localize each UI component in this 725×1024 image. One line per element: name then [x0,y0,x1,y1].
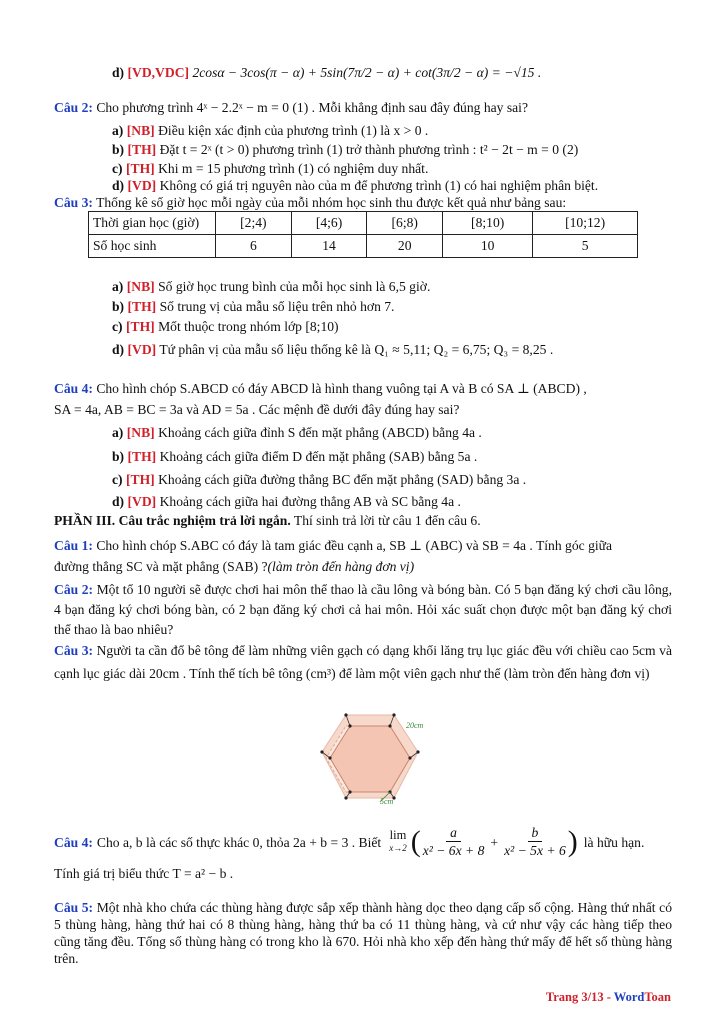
fraction-2 [504,825,566,860]
q2-option-b [112,141,578,158]
level-tag: [TH] [127,449,157,464]
level-tag: [TH] [125,319,155,334]
numerator: a [446,825,461,842]
limit-subscript: x→2 [389,843,407,853]
right-paren: ) [567,825,578,858]
question-text: Cho phương trình 4ˣ − 2.2ˣ − m = 0 (1) . Mỗi khẳng định sau đây đúng hay sai? [96,100,528,115]
q4-option-d [112,493,461,510]
level-tag: [NB] [126,425,155,440]
question-title: Câu 2: [54,100,93,115]
option-label: c) [112,319,123,334]
table-cell: 20 [367,235,443,258]
question-text: Một nhà kho chứa các thùng hàng được sắp xếp thành hàng dọc theo dạng cấp số cộng. Hàng thứ nhất có 5 thùng hàng, hàng thứ hai có 8 thùng hàng, hàng thứ ba có 11 thùng hàng, và cứ như vậy các hàng tiếp theo cũng tăng đều. Tổng số thùng hàng có trong kho là 670. Hỏi nhà kho xếp đến hàng thứ mấy để hết số thùng hàng trên. [54,900,672,966]
table-header-cell: Số học sinh [89,235,216,258]
left-paren: ( [410,825,421,858]
level-tag: [TH] [127,299,157,314]
table-cell: 6 [216,235,292,258]
part-3-heading [54,512,481,529]
option-label: a) [112,279,124,294]
question-text: Người ta cần đổ bê tông để làm những viên gạch có dạng khối lăng trụ lục giác đều với chiều cao 5cm và cạnh lục giác dài 20cm . Tính thể tích bê tông (cm³) để làm một viên gạch như thế (làm tròn đến hàng đơn vị) [54,643,672,681]
short-question-4-line2: Tính giá trị biểu thức T = a² − b . [54,866,234,881]
option-label: a) [112,123,124,138]
level-tag: [NB] [126,123,155,138]
part-instruction: Thí sinh trả lời từ câu 1 đến câu 6. [290,513,481,528]
level-tag: [TH] [125,472,155,487]
short-question-2 [54,580,672,640]
level-tag: [TH] [127,142,157,157]
table-cell: [8;10) [443,212,533,235]
table-cell: 5 [533,235,638,258]
rounding-note: (làm tròn đến hàng đơn vị) [267,559,415,574]
table-cell: 10 [443,235,533,258]
table-cell: [6;8) [367,212,443,235]
option-label: b) [112,449,125,464]
table-row [89,235,638,258]
option-label: c) [112,472,123,487]
level-tag: [NB] [126,279,155,294]
table-cell: [10;12) [533,212,638,235]
q4-option-a [112,424,482,441]
fraction-1 [423,825,485,860]
question-text: Cho hình chóp S.ABC có đáy là tam giác đều cạnh a, SB ⊥ (ABC) và SB = 4a . Tính góc giữa [96,538,613,553]
item-1d [112,64,541,81]
level-tag: [VD] [127,342,157,357]
option-text: Khoảng cách giữa đường thẳng BC đến mặt phẳng (SAD) bằng 3a . [158,472,527,487]
q4-option-b [112,448,477,465]
question-3-stem [54,194,566,211]
q3-option-a [112,278,430,295]
question-text: Cho hình chóp S.ABCD có đáy ABCD là hình thang vuông tại A và B có SA ⊥ (ABCD) , [96,381,587,396]
question-title: Câu 3: [54,195,93,210]
option-text: Khoảng cách giữa điểm D đến mặt phẳng (SAB) bằng 5a . [159,449,478,464]
level-tag: [VD] [127,178,157,193]
short-question-1 [54,537,612,554]
question-title: Câu 3: [54,643,94,658]
equation: 2cosα − 3cos(π − α) + 5sin(7π/2 − α) + cot(3π/2 − α) = −√15 . [192,65,542,80]
question-title: Câu 2: [54,582,94,597]
short-question-1-line2 [54,558,414,575]
option-text: Không có giá trị nguyên nào của m để phương trình (1) có hai nghiệm phân biệt. [159,178,599,193]
question-title: Câu 5: [54,900,94,915]
question-title: Câu 1: [54,538,93,553]
option-label: b) [112,142,125,157]
question-title: Câu 4: [54,834,93,850]
q2-option-c [112,160,428,177]
option-label: d) [112,342,125,357]
short-question-3 [54,639,672,685]
denominator: x² − 5x + 6 [504,842,566,858]
option-text: Đặt t = 2ˣ (t > 0) phương trình (1) trở thành phương trình : t² − 2t − m = 0 (2) [159,142,579,157]
option-label: c) [112,161,123,176]
limit-operator [389,829,407,855]
question-text: Cho a, b là các số thực khác 0, thỏa 2a + b = 3 . Biết [96,834,382,850]
table-cell: [4;6) [291,212,367,235]
option-label: d) [112,494,125,509]
numerator: b [528,825,543,842]
question-text: Thống kê số giờ học mỗi ngày của mỗi nhóm học sinh thu được kết quả như bảng sau: [96,195,567,210]
question-4-stem [54,380,587,397]
limit-word: lim [389,828,407,842]
option-text: Số trung vị của mẫu số liệu trên nhỏ hơn 7. [159,299,395,314]
q2-option-a [112,122,428,139]
part-title: PHẦN III. Câu trắc nghiệm trả lời ngắn. [54,513,291,528]
statistics-table [88,211,638,258]
side-length-label: 20cm [406,721,424,730]
table-row [89,212,638,235]
level-tag: [VD] [127,494,157,509]
q3-option-b [112,298,394,315]
option-label: b) [112,299,125,314]
table-cell: [2;4) [216,212,292,235]
question-4-stem-line2: SA = 4a, AB = BC = 3a và AD = 5a . Các mệnh đề dưới đây đúng hay sai? [54,402,460,417]
question-2-stem [54,99,528,116]
q4-option-c [112,471,526,488]
q3-option-c [112,318,339,335]
brand-toan: Toan [644,990,671,1004]
table-header-cell: Thời gian học (giờ) [89,212,216,235]
option-text: Khoảng cách giữa hai đường thẳng AB và SC bằng 4a . [159,494,461,509]
option-text: Khi m = 15 phương trình (1) có nghiệm duy nhất. [158,161,429,176]
hexagonal-prism-figure [300,712,440,812]
height-label: 5cm [380,797,394,806]
level-tag: [TH] [125,161,155,176]
level-tag: [VD,VDC] [127,65,190,80]
short-question-4 [54,822,644,862]
option-label: d) [112,178,125,193]
question-text: Một tổ 10 người sẽ được chơi hai môn thể thao là cầu lông và bóng bàn. Có 5 bạn đăng ký chơi cầu lông, 4 bạn đăng ký chơi bóng bàn, có 2 bạn đăng ký chơi cả hai môn. Hỏi xác suất chọn được một bạn đăng ký chơi thể thao là bao nhiêu? [54,582,672,637]
page-number: Trang 3/13 - [545,990,614,1004]
page-footer [546,990,671,1005]
brand-word: Word [613,990,645,1004]
plus-sign: + [490,834,499,850]
denominator: x² − 6x + 8 [422,842,485,858]
question-text: đường thẳng SC và mặt phẳng (SAB) ? [54,559,268,574]
option-text: Điều kiện xác định của phương trình (1) là x > 0 . [158,123,429,138]
question-text-end: là hữu hạn. [583,834,645,850]
item-label: d) [112,65,125,80]
option-label: a) [112,425,124,440]
option-text: Tứ phân vị của mẫu số liệu thống kê là Q₁ ≈ 5,11; Q₂ = 6,75; Q₃ = 8,25 . [159,342,554,357]
option-text: Mốt thuộc trong nhóm lớp [8;10) [158,319,339,334]
short-question-5 [54,899,672,967]
table-cell: 14 [291,235,367,258]
question-title: Câu 4: [54,381,93,396]
q2-option-d [112,177,598,194]
q3-option-d [112,341,553,358]
option-text: Số giờ học trung bình của mỗi học sinh là 6,5 giờ. [158,279,431,294]
option-text: Khoảng cách giữa đỉnh S đến mặt phẳng (ABCD) bằng 4a . [158,425,482,440]
